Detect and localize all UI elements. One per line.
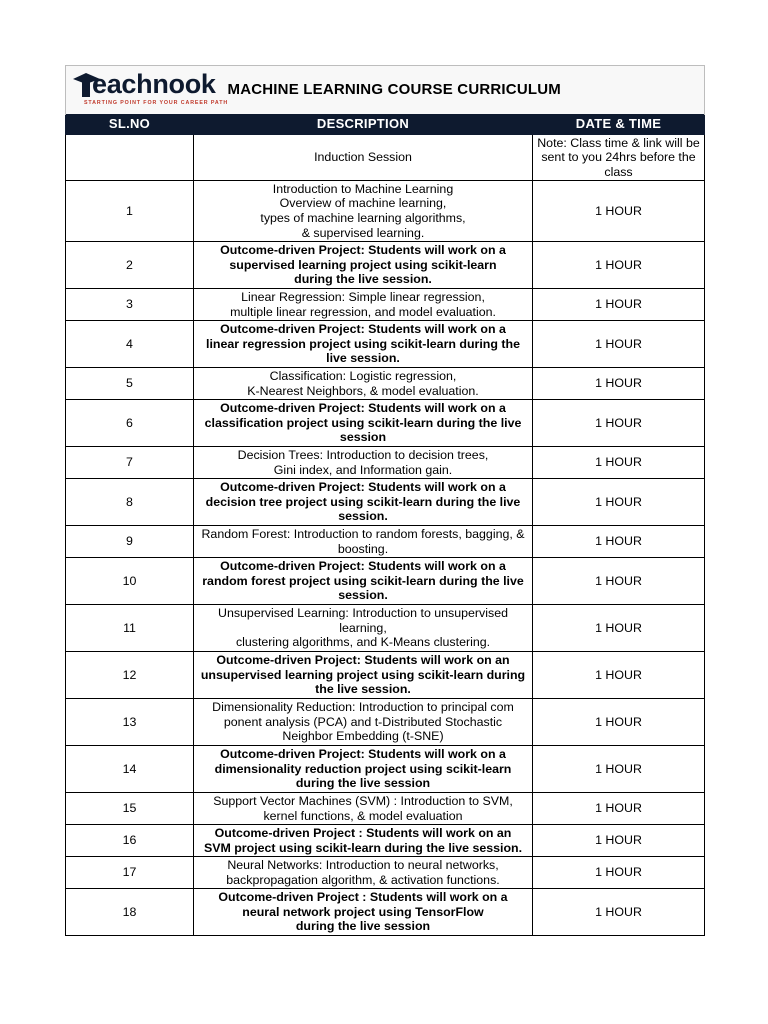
description-line: during the live session. (294, 272, 432, 287)
row-datetime: 1 HOUR (533, 526, 705, 558)
table-row (66, 746, 705, 793)
description-line: during the live session (295, 776, 431, 791)
row-number: 7 (66, 447, 194, 479)
description-line: backpropagation algorithm, & activation functions. (226, 872, 500, 887)
row-description (194, 699, 533, 746)
table-row (66, 652, 705, 699)
table-row (66, 368, 705, 400)
description-line: SVM project using scikit-learn during the live session. (203, 840, 523, 855)
column-header-description: DESCRIPTION (194, 115, 533, 135)
row-description (194, 825, 533, 857)
curriculum-table (65, 65, 705, 936)
row-description (194, 652, 533, 699)
row-datetime: 1 HOUR (533, 289, 705, 321)
description-line: dimensionality reduction project using scikit-learn (214, 761, 512, 776)
row-datetime: 1 HOUR (533, 447, 705, 479)
table-row (66, 289, 705, 321)
row-number: 17 (66, 857, 194, 889)
row-datetime: 1 HOUR (533, 793, 705, 825)
logo-tagline: STARTING POINT FOR YOUR CAREER PATH (84, 100, 229, 106)
description-line: Random Forest: Introduction to random forests, bagging, & (201, 526, 525, 541)
description-line: Outcome-driven Project: Students will work on a (220, 559, 506, 574)
column-header-row (66, 115, 705, 135)
description-line: Outcome-driven Project : Students will work on a (218, 890, 508, 905)
row-datetime: Note: Class time & link will be sent to you 24hrs before the class (533, 135, 705, 181)
row-description (194, 135, 533, 181)
curriculum-rows (66, 135, 705, 936)
teachnook-logo (72, 67, 244, 113)
table-row (66, 605, 705, 652)
curriculum-sheet (65, 65, 704, 936)
logo-wordmark: eachnook (92, 69, 216, 99)
header-row (66, 66, 705, 115)
description-line: multiple linear regression, and model evaluation. (230, 304, 496, 319)
table-row (66, 181, 705, 242)
row-number: 8 (66, 479, 194, 526)
description-line: unsupervised learning project using scikit-learn during (200, 667, 526, 682)
table-row (66, 699, 705, 746)
description-line: Outcome-driven Project : Students will work on an (214, 825, 512, 840)
description-line: types of machine learning algorithms, (260, 211, 466, 225)
row-description (194, 889, 533, 936)
row-description (194, 793, 533, 825)
row-datetime: 1 HOUR (533, 479, 705, 526)
table-row (66, 400, 705, 447)
description-line: session. (338, 509, 388, 524)
row-description (194, 857, 533, 889)
description-line: Gini index, and Information gain. (273, 462, 453, 477)
description-line: linear regression project using scikit-learn during the (206, 336, 520, 351)
table-row (66, 889, 705, 936)
description-line: session. (338, 588, 388, 603)
table-row (66, 558, 705, 605)
table-row (66, 135, 705, 181)
table-row (66, 526, 705, 558)
description-line: classification project using scikit-learn during the live (204, 415, 522, 430)
description-line: kernel functions, & model evaluation (263, 808, 463, 823)
description-line: Support Vector Machines (SVM) : Introduction to SVM, (213, 793, 513, 808)
description-line: K-Nearest Neighbors, & model evaluation. (247, 383, 479, 398)
description-line: during the live session (295, 919, 431, 934)
description-line: neural network project using TensorFlow (242, 904, 484, 919)
description-line: Outcome-driven Project: Students will work on a (220, 480, 506, 495)
table-row (66, 857, 705, 889)
row-datetime: 1 HOUR (533, 889, 705, 936)
row-description (194, 479, 533, 526)
row-number: 14 (66, 746, 194, 793)
row-datetime: 1 HOUR (533, 746, 705, 793)
row-datetime: 1 HOUR (533, 857, 705, 889)
description-line: Overview of machine learning, (279, 196, 447, 211)
description-line: Outcome-driven Project: Students will work on a (220, 747, 506, 762)
description-line: Linear Regression: Simple linear regression, (241, 289, 485, 304)
description-line: & supervised learning. (301, 225, 425, 240)
row-datetime: 1 HOUR (533, 652, 705, 699)
description-line: Neural Networks: Introduction to neural networks, (227, 857, 499, 872)
description-line: Outcome-driven Project: Students will work on an (216, 653, 510, 668)
row-number: 1 (66, 181, 194, 242)
row-number: 4 (66, 321, 194, 368)
logo-cell (66, 66, 229, 115)
row-number: 5 (66, 368, 194, 400)
row-description (194, 321, 533, 368)
description-line: live session. (326, 351, 400, 366)
description-line: clustering algorithms, and K-Means clustering. (235, 635, 491, 650)
row-number: 18 (66, 889, 194, 936)
row-description (194, 526, 533, 558)
page-title: MACHINE LEARNING COURSE CURRICULUM (194, 66, 705, 115)
row-description (194, 558, 533, 605)
description-line: boosting. (337, 541, 389, 556)
description-line: ponent analysis (PCA) and t-Distributed Stochastic (223, 714, 503, 729)
description-line: Dimensionality Reduction: Introduction to principal com (212, 700, 514, 715)
description-line: Decision Trees: Introduction to decision trees, (237, 447, 489, 462)
description-line: Neighbor Embedding (t-SNE) (282, 729, 444, 744)
row-number: 15 (66, 793, 194, 825)
row-number (66, 135, 194, 181)
table-row (66, 242, 705, 289)
row-description (194, 447, 533, 479)
description-line: Outcome-driven Project: Students will work on a (220, 243, 506, 258)
description-line: the live session. (315, 682, 411, 697)
table-row (66, 479, 705, 526)
table-row (66, 321, 705, 368)
row-datetime: 1 HOUR (533, 825, 705, 857)
row-number: 6 (66, 400, 194, 447)
row-description (194, 242, 533, 289)
description-line: Outcome-driven Project: Students will work on a (220, 322, 506, 337)
description-line: Introduction to Machine Learning (272, 181, 454, 196)
row-number: 2 (66, 242, 194, 289)
table-row (66, 447, 705, 479)
row-description (194, 368, 533, 400)
row-number: 10 (66, 558, 194, 605)
row-description (194, 181, 533, 242)
description-line: supervised learning project using scikit-learn (229, 257, 497, 272)
column-header-slno: SL.NO (66, 115, 194, 135)
row-description (194, 400, 533, 447)
row-datetime: 1 HOUR (533, 181, 705, 242)
row-datetime: 1 HOUR (533, 242, 705, 289)
column-header-datetime: DATE & TIME (533, 115, 705, 135)
row-number: 13 (66, 699, 194, 746)
description-line: Outcome-driven Project: Students will work on a (220, 401, 506, 416)
table-row (66, 793, 705, 825)
table-row (66, 825, 705, 857)
row-number: 11 (66, 605, 194, 652)
description-line: learning, (339, 620, 387, 635)
row-description (194, 289, 533, 321)
description-line: random forest project using scikit-learn during the live (202, 573, 524, 588)
row-datetime: 1 HOUR (533, 400, 705, 447)
row-number: 9 (66, 526, 194, 558)
row-number: 3 (66, 289, 194, 321)
row-description (194, 605, 533, 652)
description-line: session (339, 430, 387, 445)
description-line: decision tree project using scikit-learn during the live (205, 494, 521, 509)
row-number: 12 (66, 652, 194, 699)
row-datetime: 1 HOUR (533, 605, 705, 652)
row-datetime: 1 HOUR (533, 321, 705, 368)
row-datetime: 1 HOUR (533, 368, 705, 400)
row-datetime: 1 HOUR (533, 699, 705, 746)
description-line: Induction Session (314, 150, 412, 165)
description-line: Unsupervised Learning: Introduction to unsupervised (218, 606, 508, 621)
row-number: 16 (66, 825, 194, 857)
description-line: Classification: Logistic regression, (269, 368, 457, 383)
row-datetime: 1 HOUR (533, 558, 705, 605)
row-description (194, 746, 533, 793)
